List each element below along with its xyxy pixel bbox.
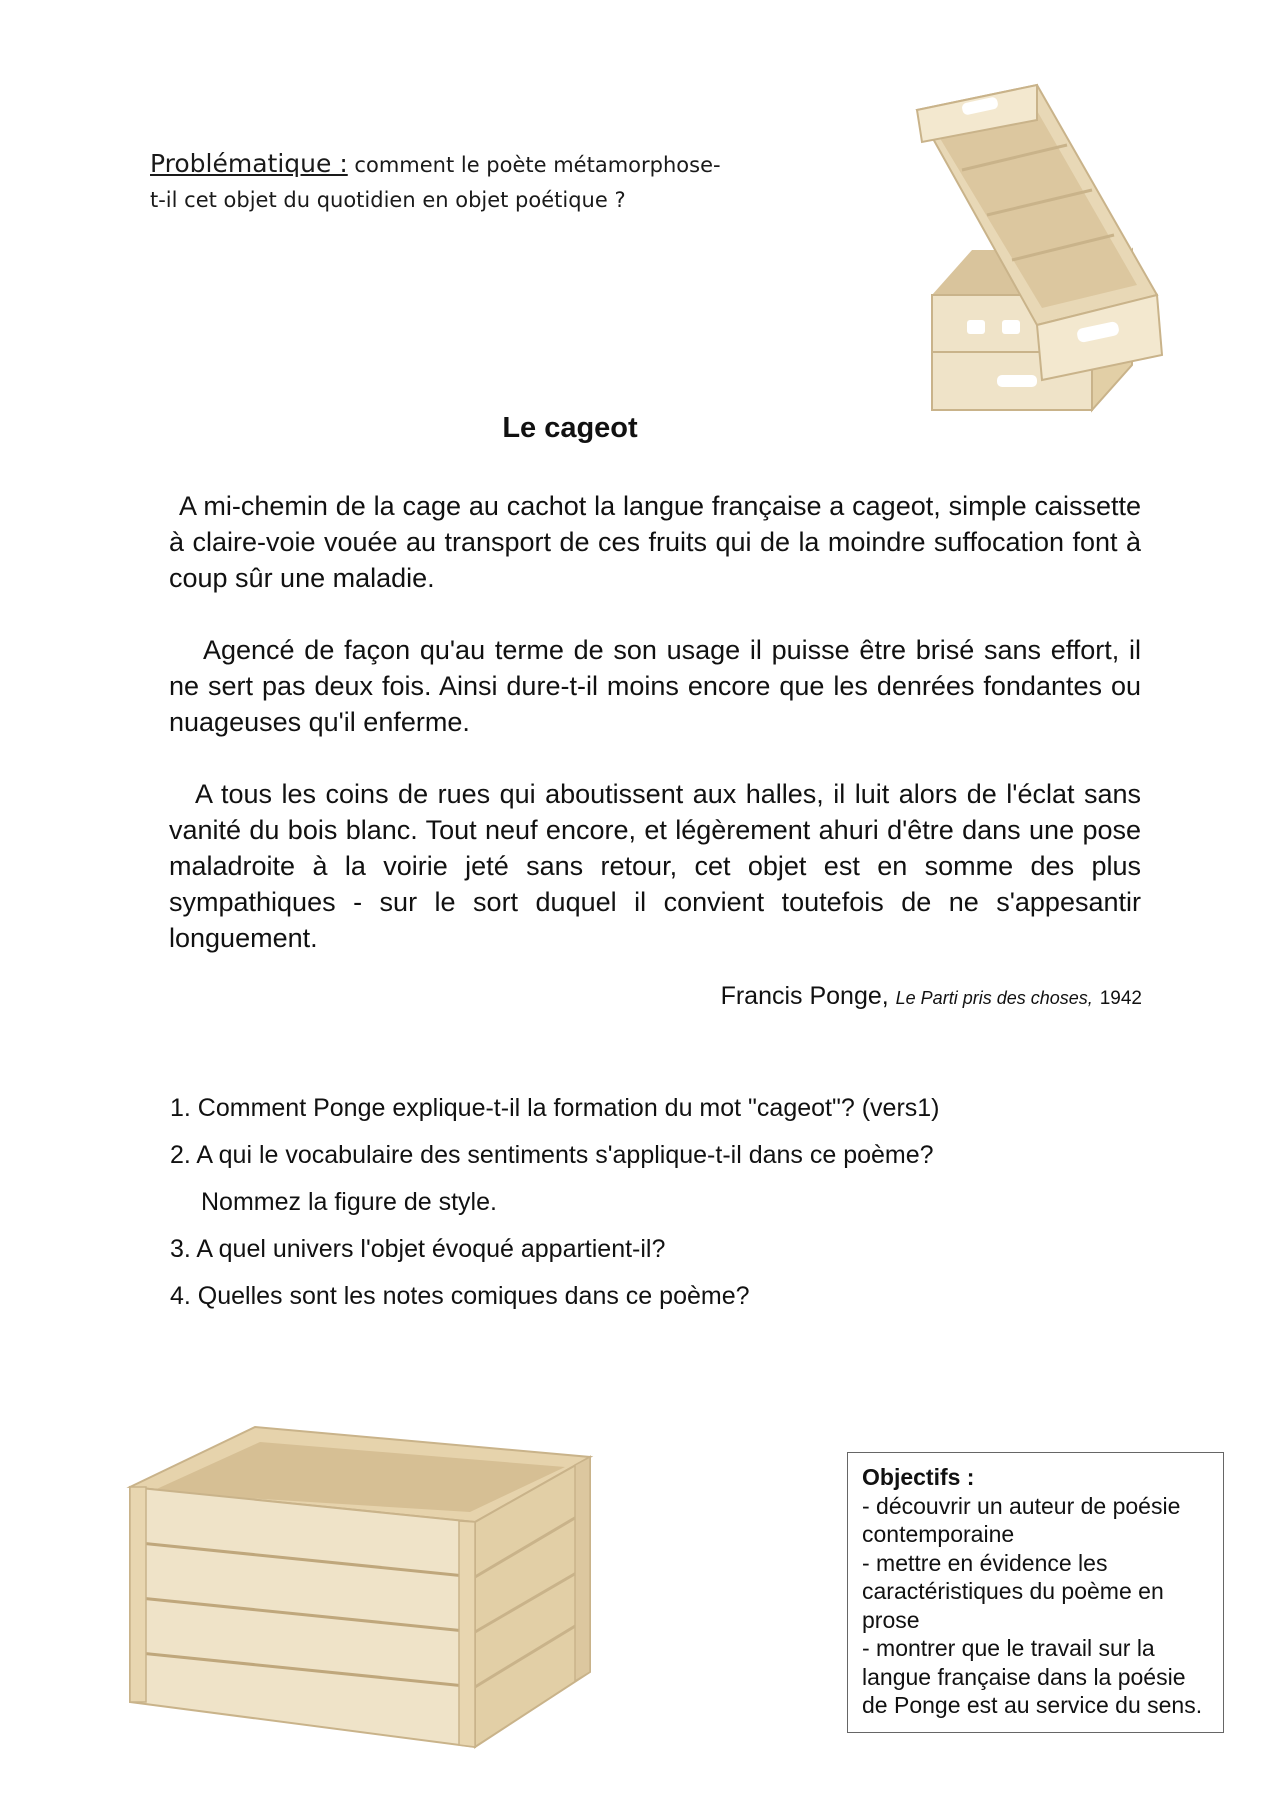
objective-item: - découvrir un auteur de poésie contemporaine bbox=[862, 1492, 1181, 1547]
author-name: Francis Ponge, bbox=[720, 982, 889, 1010]
problematique-text: comment le poète métamorphose-t-il cet objet du quotidien en objet poétique ? bbox=[150, 153, 721, 212]
poem-title: Le cageot bbox=[502, 412, 638, 444]
poem-body bbox=[169, 488, 1141, 992]
publication-year: 1942 bbox=[1099, 988, 1142, 1009]
question-item: 1. Comment Ponge explique-t-il la formation du mot "cageot"? (vers1) bbox=[170, 1094, 940, 1122]
objectives-heading: Objectifs : bbox=[862, 1464, 975, 1490]
objective-item: - montrer que le travail sur la langue française dans la poésie de Ponge est au service du sens. bbox=[862, 1635, 1203, 1718]
poem-stanza: Agencé de façon qu'au terme de son usage il puisse être brisé sans effort, il ne sert pas deux fois. Ainsi dure-t-il moins encore que les denrées fondantes ou nuageuses qu'il enferme. bbox=[169, 635, 1141, 737]
question-item: 2. A qui le vocabulaire des sentiments s'applique-t-il dans ce poème? bbox=[170, 1141, 934, 1169]
work-title: Le Parti pris des choses, bbox=[895, 988, 1093, 1008]
wooden-crate-image bbox=[125, 1417, 595, 1756]
problematique-label: Problématique : bbox=[150, 149, 348, 178]
questions-list bbox=[170, 1085, 1130, 1320]
question-item: Nommez la figure de style. bbox=[201, 1188, 497, 1216]
problematique bbox=[150, 146, 730, 218]
objective-item: - mettre en évidence les caractéristiques du poème en prose bbox=[862, 1549, 1164, 1633]
poem-stanza: A tous les coins de rues qui aboutissent aux halles, il luit alors de l'éclat sans vanité du bois blanc. Tout neuf encore, et légèrement ahuri d'être dans une pose maladroite à la voirie jeté sans retour, cet objet est en somme des plus sympathiques - sur le sort duquel il convient toutefois de ne s'appesantir longuement. bbox=[169, 779, 1141, 953]
question-item: 4. Quelles sont les notes comiques dans ce poème? bbox=[170, 1282, 750, 1310]
stacked-crates-image bbox=[902, 80, 1216, 425]
objectives-box bbox=[847, 1452, 1224, 1733]
question-item: 3. A quel univers l'objet évoqué appartient-il? bbox=[170, 1235, 666, 1263]
poem-stanza: A mi-chemin de la cage au cachot la langue française a cageot, simple caissette à claire-voie vouée au transport de ces fruits qui de la moindre suffocation font à coup sûr une maladie. bbox=[169, 491, 1141, 593]
poem-attribution bbox=[721, 982, 1142, 1011]
